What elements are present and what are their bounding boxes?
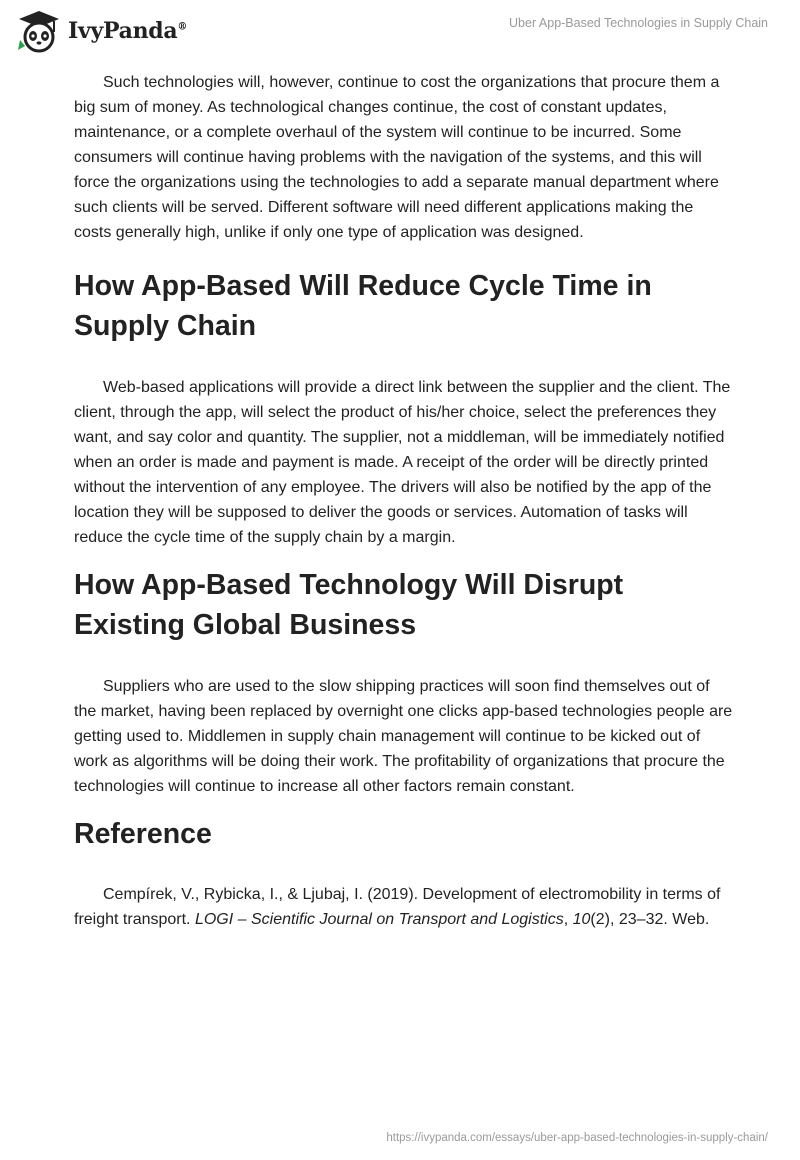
page-header <box>0 0 800 60</box>
document-title: Uber App-Based Technologies in Supply Chain <box>509 16 768 30</box>
heading-cycle-time: How App-Based Will Reduce Cycle Time in Supply Chain <box>74 270 652 342</box>
reference-entry: Cempírek, V., Rybicka, I., & Ljubaj, I. (2019). Development of electromobility in terms of freight transport. LOGI – Scientific Journal on Transport and Logistics, 10(2), 23–32. Web. <box>74 886 721 928</box>
journal-volume: 10 <box>572 911 591 928</box>
heading-reference: Reference <box>74 818 212 850</box>
brand-name: IvyPanda® <box>68 18 188 44</box>
heading-disrupt-business: How App-Based Technology Will Disrupt Existing Global Business <box>74 569 624 641</box>
source-url[interactable]: https://ivypanda.com/essays/uber-app-based-technologies-in-supply-chain/ <box>386 1132 768 1144</box>
ivypanda-logo[interactable] <box>16 8 187 54</box>
essay-content <box>74 70 734 932</box>
journal-title: LOGI – Scientific Journal on Transport and Logistics <box>194 911 564 928</box>
paragraph-disrupt-business: Suppliers who are used to the slow shipping practices will soon find themselves out of the market, having been replaced by overnight one clicks app-based technologies people are getting used to. Middlemen in supply chain management will continue to be kicked out of work as algorithms will be doing their work. The profitability of organizations that procure the technologies will continue to increase all other factors remain constant. <box>74 678 733 795</box>
paragraph-cycle-time: Web-based applications will provide a direct link between the supplier and the client. The client, through the app, will select the product of his/her choice, select the preferences they want, and say color and quantity. The supplier, not a middleman, will be immediately notified when an order is made and payment is made. A receipt of the order will be directly printed without the intervention of any employee. The drivers will also be notified by the app of the location they will be supposed to deliver the goods or services. Automation of tasks will reduce the cycle time of the supply chain by a margin. <box>74 379 731 546</box>
paragraph-cost: Such technologies will, however, continue to cost the organizations that procure them a big sum of money. As technological changes continue, the cost of constant updates, maintenance, or a complete overhaul of the system will continue to be incurred. Some consumers will continue having problems with the navigation of the systems, and this will force the organizations using the technologies to add a separate manual department where such clients will be served. Different software will need different applications making the costs generally high, unlike if only one type of application was designed. <box>74 74 720 241</box>
panda-graduate-icon <box>16 8 62 54</box>
